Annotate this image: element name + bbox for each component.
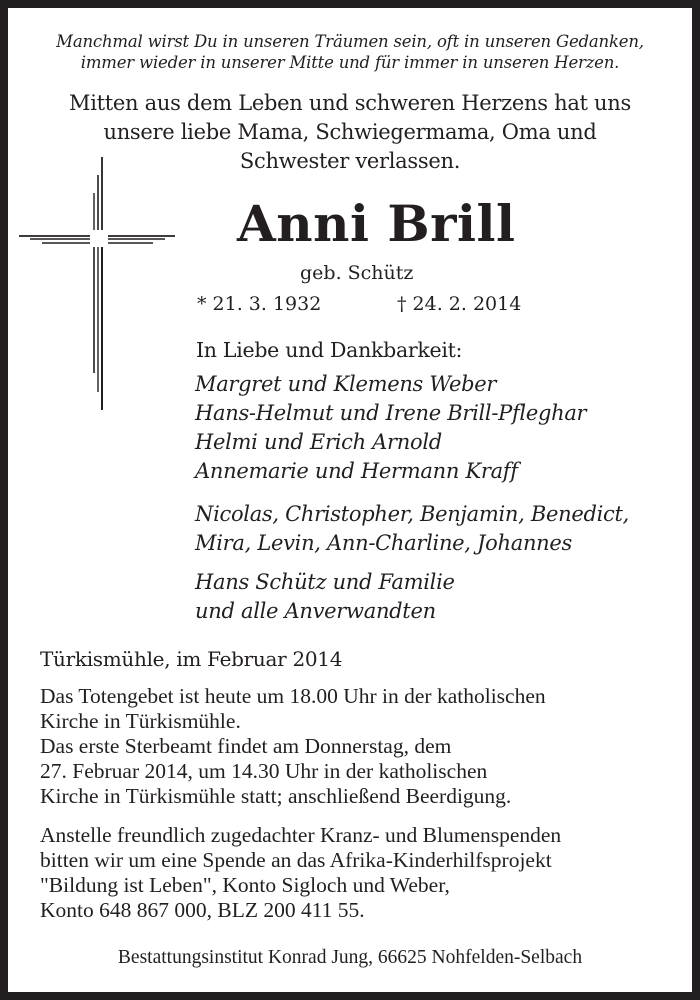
- death-date: † 24. 2. 2014: [397, 293, 522, 315]
- maiden-name: geb. Schütz: [300, 262, 414, 284]
- deceased-name: Anni Brill: [237, 194, 516, 253]
- birth-date: * 21. 3. 1932: [197, 293, 322, 315]
- relatives-line: Hans Schütz und Familie: [195, 570, 455, 594]
- donation-line: Konto 648 867 000, BLZ 200 411 55.: [40, 898, 365, 922]
- motto-line-1: Manchmal wirst Du in unseren Träumen sein, oft in unseren Gedanken,: [56, 32, 644, 51]
- mourner-line: Margret und Klemens Weber: [195, 372, 497, 396]
- donation-line: Anstelle freundlich zugedachter Kranz- und Blumenspenden: [40, 823, 562, 847]
- donation-line: bitten wir um eine Spende an das Afrika-Kinderhilfsprojekt: [40, 848, 552, 872]
- mourner-line: Hans-Helmut und Irene Brill-Pfleghar: [195, 401, 587, 425]
- intro-line-2: unsere liebe Mama, Schwiegermama, Oma und: [103, 120, 597, 144]
- mourner-line: Helmi und Erich Arnold: [195, 430, 442, 454]
- service-line: Kirche in Türkismühle.: [40, 709, 241, 733]
- service-line: Das erste Sterbeamt findet am Donnerstag, dem: [40, 734, 452, 758]
- service-line: Das Totengebet ist heute um 18.00 Uhr in der katholischen: [40, 684, 546, 708]
- grandchildren-line: Nicolas, Christopher, Benjamin, Benedict,: [195, 502, 630, 526]
- service-line: Kirche in Türkismühle statt; anschließend Beerdigung.: [40, 784, 512, 808]
- funeral-home: Bestattungsinstitut Konrad Jung, 66625 Nohfelden-Selbach: [117, 947, 583, 968]
- motto-line-2: immer wieder in unserer Mitte und für immer in unseren Herzen.: [80, 53, 620, 72]
- donation-line: "Bildung ist Leben", Konto Sigloch und Weber,: [40, 873, 450, 897]
- mourner-line: Annemarie und Hermann Kraff: [195, 459, 518, 483]
- service-line: 27. Februar 2014, um 14.30 Uhr in der katholischen: [40, 759, 488, 783]
- intro-line-3: Schwester verlassen.: [239, 149, 461, 173]
- place-date: Türkismühle, im Februar 2014: [40, 647, 343, 671]
- relatives-line: und alle Anverwandten: [195, 599, 436, 623]
- thanks-heading: In Liebe und Dankbarkeit:: [196, 338, 463, 362]
- intro-line-1: Mitten aus dem Leben und schweren Herzens hat uns: [69, 91, 631, 115]
- grandchildren-line: Mira, Levin, Ann-Charline, Johannes: [195, 531, 573, 555]
- cross-icon: [0, 0, 200, 420]
